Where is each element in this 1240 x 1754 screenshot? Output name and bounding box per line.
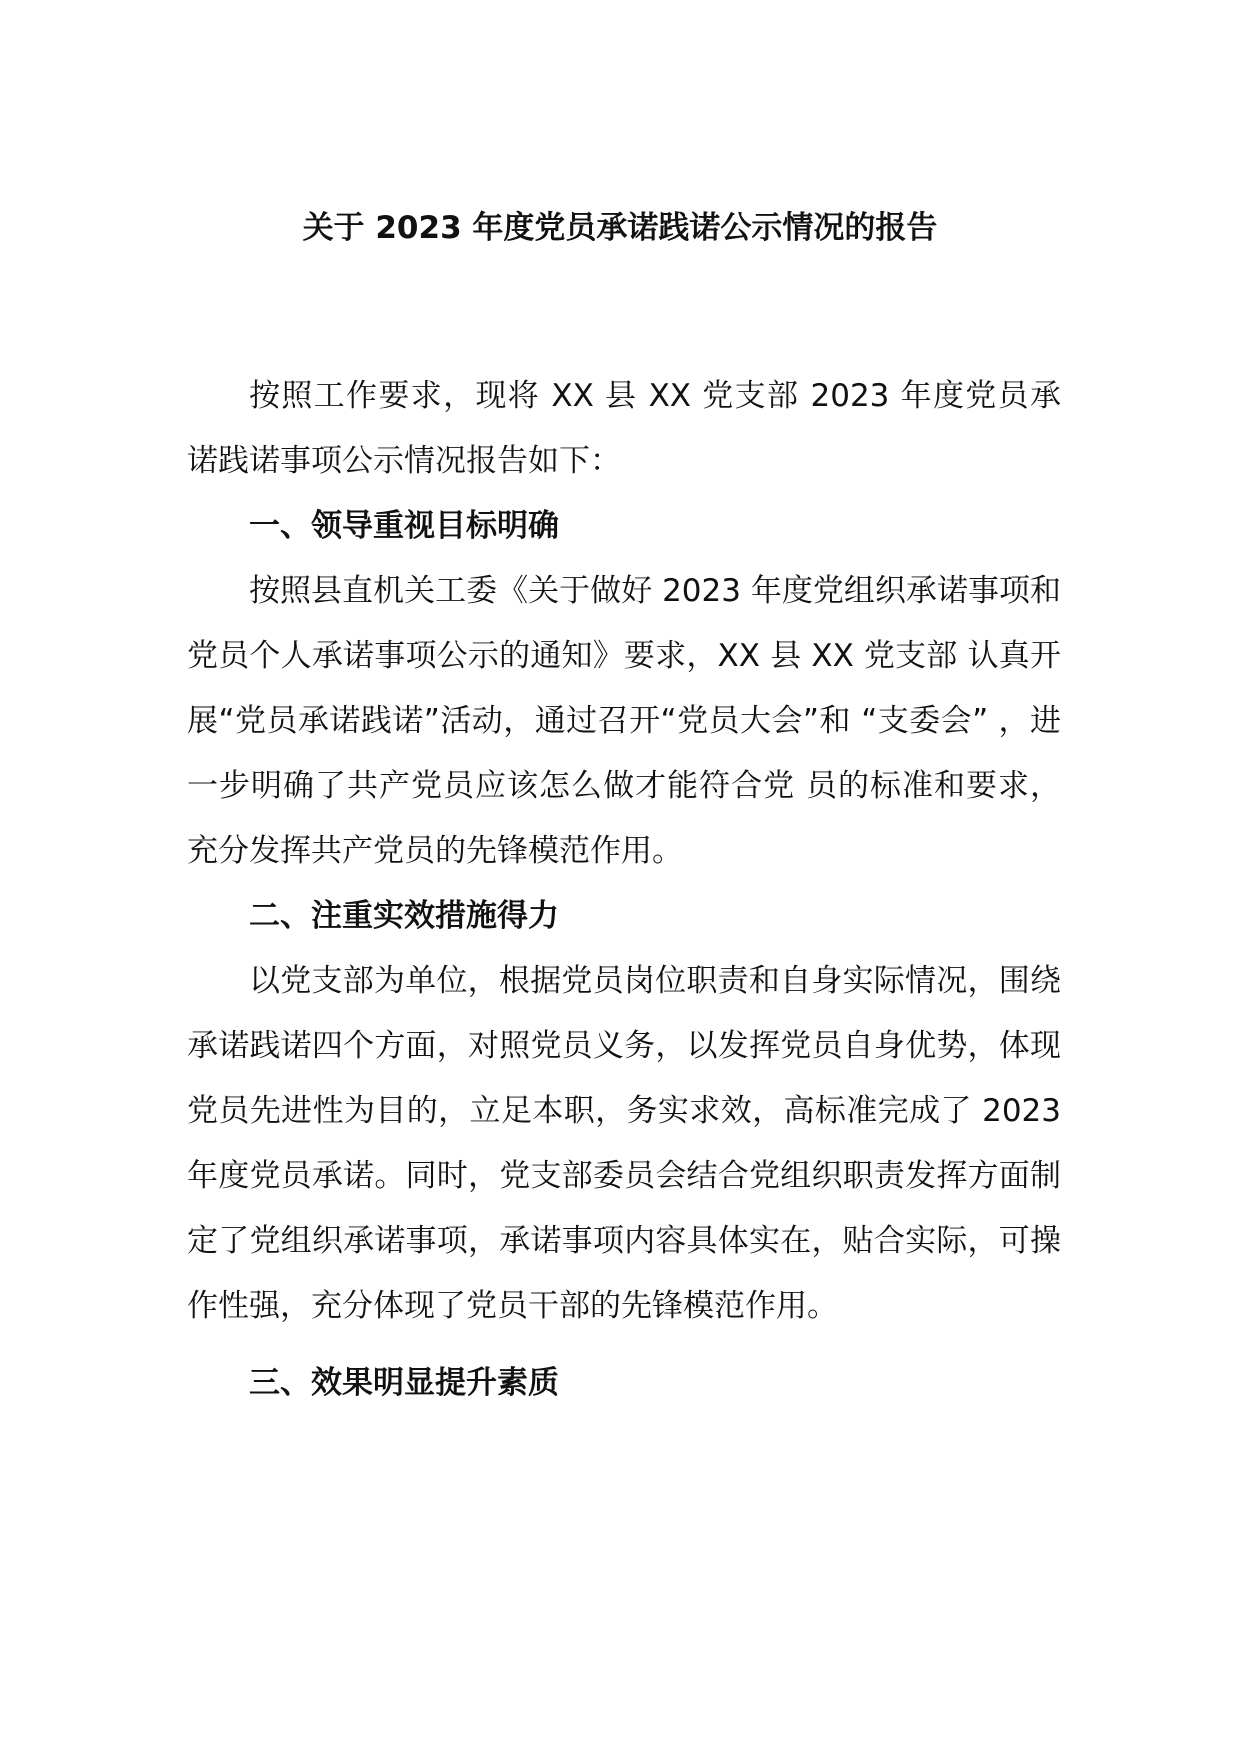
section-1-heading: 一、领导重视目标明确 <box>249 508 559 544</box>
section-2-heading: 二、注重实效措施得力 <box>249 898 559 934</box>
section-1-paragraph: 按照县直机关工委《关于做好 2023 年度党组织承诺事项和党员个人承诺事项公示的通知》要求，XX 县 XX 党支部 认真开展“党员承诺践诺”活动，通过召开“党员大会”和 “支委会” ，进一步明确了共产党员应该怎么做才能符合党 员的标准和要求，充分发挥共产党员的先锋模范作用。 <box>187 573 1061 869</box>
intro-paragraph: 按照工作要求，现将 XX 县 XX 党支部 2023 年度党员承 诺践诺事项公示情况报告如下： <box>187 378 1061 479</box>
section-2-paragraph: 以党支部为单位，根据党员岗位职责和自身实际情况，围绕承诺践诺四个方面，对照党员义务，以发挥党员自身优势，体现党员先进性为目的，立足本职，务实求效，高标准完成了 2023 年度党员承诺。同时，党支部委员会结合党组织职责发挥方面制定了党组织承诺事项，承诺事项内容具体实在，贴合实际，可操作性强，充分体现了党员干部的先锋模范作用。 <box>187 963 1061 1324</box>
document-body <box>187 364 1061 1416</box>
section-3-heading: 三、效果明显提升素质 <box>249 1365 559 1401</box>
document-title: 关于 2023 年度党员承诺践诺公示情况的报告 <box>302 210 938 246</box>
